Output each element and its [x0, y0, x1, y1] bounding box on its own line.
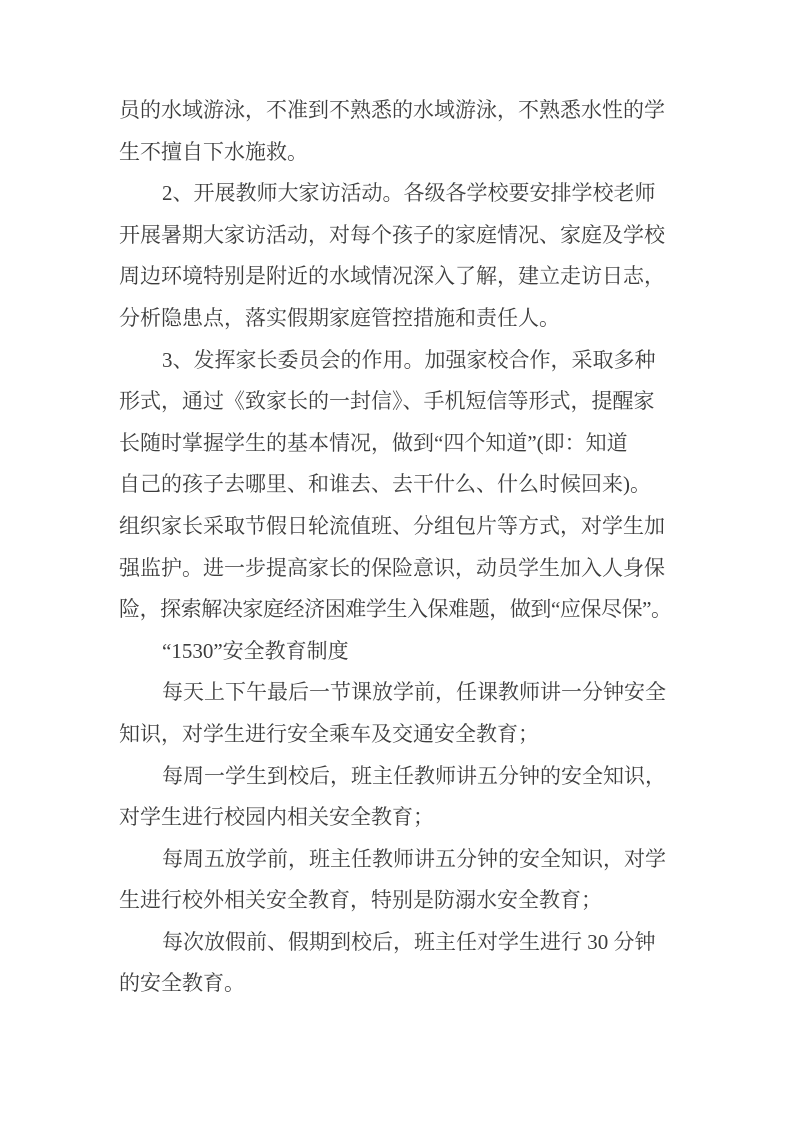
text-line: 3、发挥家长委员会的作用。加强家校合作，采取多种	[162, 347, 656, 372]
text-line: 每周一学生到校后，班主任教师讲五分钟的安全知识，	[162, 763, 666, 788]
text-line: 每天上下午最后一节课放学前，任课教师讲一分钟安全	[162, 680, 666, 705]
text-line: 分析隐患点，落实假期家庭管控措施和责任人。	[119, 305, 560, 330]
text-line: 员的水域游泳，不准到不熟悉的水域游泳，不熟悉水性的学	[119, 98, 665, 122]
text-line: “1530”安全教育制度	[162, 638, 349, 663]
text-line: 2、开展教师大家访活动。各级各学校要安排学校老师	[162, 181, 656, 206]
text-line: 长随时掌握学生的基本情况，做到“四个知道”(即：知道	[119, 430, 628, 455]
text-line: 开展暑期大家访活动，对每个孩子的家庭情况、家庭及学校	[119, 222, 665, 247]
text-line: 每周五放学前，班主任教师讲五分钟的安全知识，对学	[162, 846, 666, 871]
text-line: 每次放假前、假期到校后，班主任对学生进行 30 分钟	[162, 929, 656, 954]
text-line: 周边环境特别是附近的水域情况深入了解，建立走访日志，	[119, 264, 665, 289]
text-line: 生不擅自下水施救。	[119, 139, 308, 164]
text-line: 的安全教育。	[119, 971, 245, 996]
text-line: 形式，通过《致家长的一封信》、手机短信等形式，提醒家	[119, 389, 655, 414]
text-line: 组织家长采取节假日轮流值班、分组包片等方式，对学生加	[119, 513, 665, 538]
text-line: 生进行校外相关安全教育，特别是防溺水安全教育；	[119, 888, 602, 913]
text-line: 对学生进行校园内相关安全教育；	[119, 805, 434, 830]
text-line: 强监护。进一步提高家长的保险意识，动员学生加入人身保	[119, 555, 665, 580]
text-line: 险，探索解决家庭经济困难学生入保难题，做到“应保尽保”。	[119, 597, 672, 622]
text-line: 知识，对学生进行安全乘车及交通安全教育；	[119, 721, 539, 746]
document-body-text	[119, 90, 672, 1005]
text-line: 自己的孩子去哪里、和谁去、去干什么、什么时候回来)。	[119, 472, 651, 497]
